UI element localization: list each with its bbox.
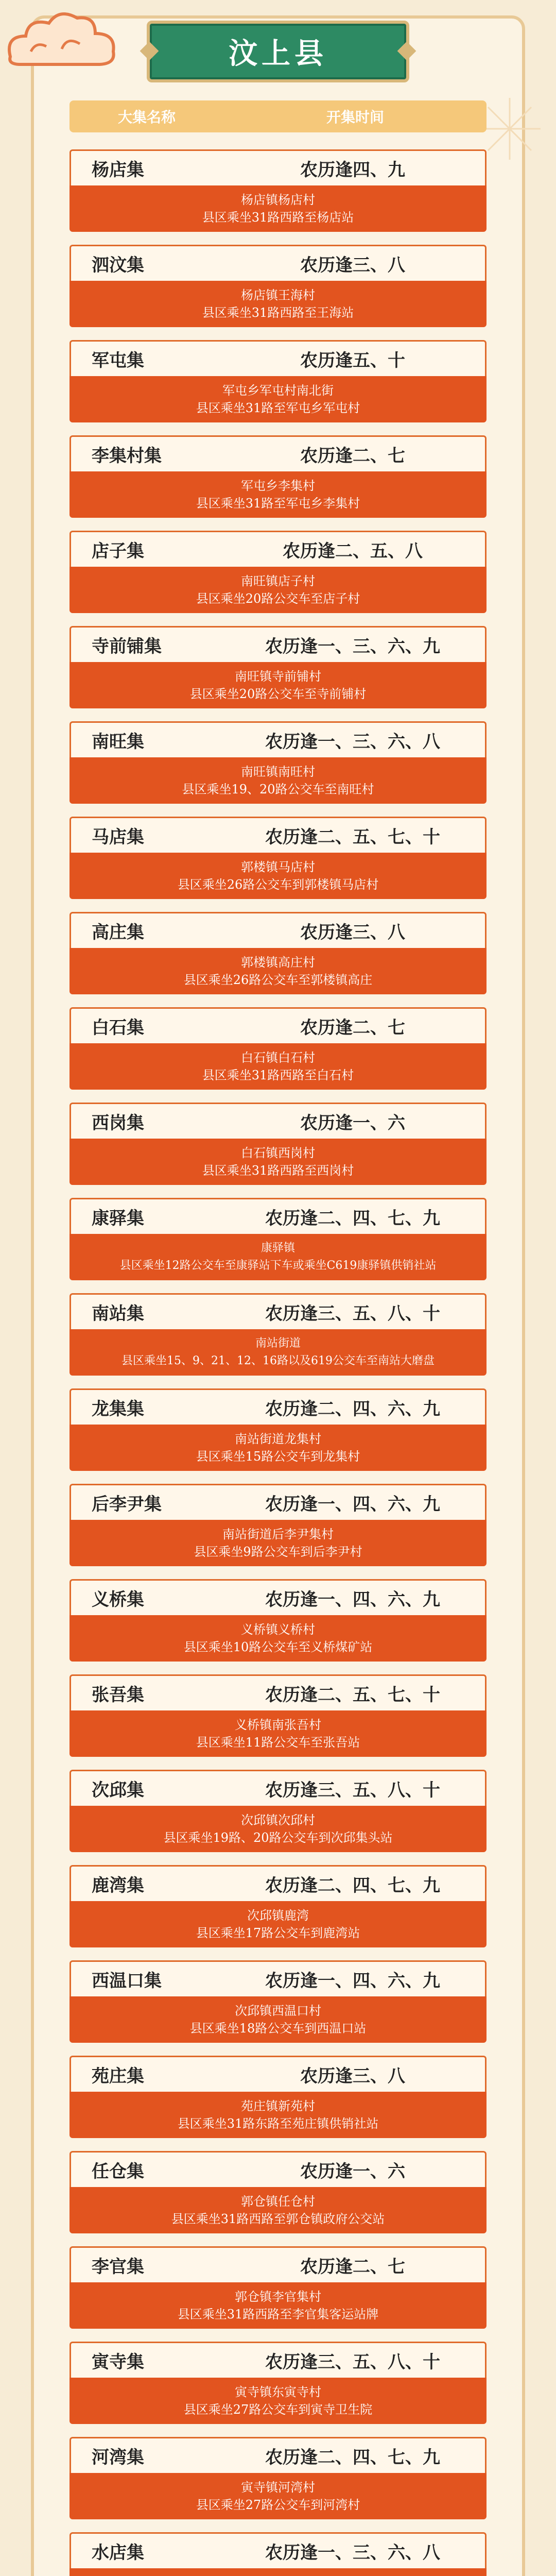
market-time: 农历逢三、八: [300, 2066, 405, 2087]
market-item: [70, 340, 486, 435]
market-location: 苑庄镇新苑村: [241, 2099, 315, 2113]
market-item: [70, 149, 486, 245]
market-route: 县区乘坐18路公交车到西温口站: [189, 2021, 367, 2036]
market-item: [70, 2437, 486, 2532]
market-detail: [70, 1615, 486, 1662]
market-detail: [70, 1710, 486, 1757]
market-time: 农历逢五、十: [300, 350, 405, 371]
market-item: [70, 435, 486, 531]
market-detail: [70, 2378, 486, 2424]
market-item: [70, 2532, 486, 2576]
market-item: [70, 1960, 486, 2056]
market-location: 南站街道后李尹集村: [222, 1527, 334, 1541]
market-name: 店子集: [92, 541, 144, 562]
market-name: 军屯集: [92, 350, 144, 371]
market-route: 县区乘坐20路公交车至店子村: [196, 591, 360, 606]
market-time: 农历逢三、八: [300, 922, 405, 943]
market-detail: [70, 1043, 486, 1090]
market-header-row: [70, 2246, 486, 2282]
market-item: [70, 1484, 486, 1579]
market-item: [70, 912, 486, 1007]
market-detail: [70, 1234, 486, 1280]
market-name: 寅寺集: [92, 2352, 144, 2372]
market-location: 郭仓镇李官集村: [235, 2290, 321, 2304]
market-time: 农历逢一、三、六、八: [265, 732, 440, 752]
market-location: 次邱镇西温口村: [235, 2004, 321, 2018]
market-time: 农历逢二、七: [300, 2257, 405, 2277]
market-location: 杨店镇王海村: [241, 288, 315, 302]
market-item: [70, 2342, 486, 2437]
market-header-row: [70, 1960, 486, 1996]
market-name: 高庄集: [92, 922, 144, 943]
market-detail: [70, 662, 486, 708]
market-detail: [70, 1520, 486, 1566]
market-route: 县区乘坐31路至军屯乡军屯村: [196, 401, 360, 415]
market-header-row: [70, 817, 486, 853]
market-location: 郭楼镇高庄村: [241, 955, 315, 970]
market-name: 李官集: [92, 2257, 144, 2277]
market-time: 农历逢三、五、八、十: [265, 1780, 440, 1801]
market-location: 次邱镇鹿湾: [247, 1908, 309, 1923]
market-name: 后李尹集: [92, 1494, 162, 1515]
market-detail: [70, 853, 486, 899]
market-name: 白石集: [92, 1018, 144, 1038]
market-time: 农历逢一、四、六、九: [265, 1494, 440, 1515]
market-time: 农历逢二、五、八: [283, 541, 423, 562]
market-item: [70, 1103, 486, 1198]
market-item: [70, 817, 486, 912]
market-detail: [70, 1806, 486, 1852]
market-name: 南站集: [92, 1303, 144, 1324]
market-time: 农历逢三、八: [300, 255, 405, 276]
market-time: 农历逢一、六: [300, 1113, 405, 1133]
market-route: 县区乘坐27路公交车到寅寺卫生院: [183, 2402, 373, 2417]
market-detail: [70, 1139, 486, 1185]
market-route: 县区乘坐15路公交车到龙集村: [196, 1449, 360, 1464]
market-detail: [70, 376, 486, 422]
market-item: [70, 1198, 486, 1293]
market-detail: [70, 2473, 486, 2519]
market-item: [70, 245, 486, 340]
header-market-name: 大集名称: [117, 109, 176, 126]
market-detail: [70, 2282, 486, 2329]
market-header-row: [70, 435, 486, 471]
market-name: 河湾集: [92, 2447, 144, 2468]
market-header-row: [70, 2151, 486, 2187]
market-header-row: [70, 912, 486, 948]
market-item: [70, 531, 486, 626]
market-name: 西岗集: [92, 1113, 144, 1133]
market-time: 农历逢一、四、六、九: [265, 1589, 440, 1610]
market-header-row: [70, 1674, 486, 1710]
market-time: 农历逢二、四、七、九: [265, 1208, 440, 1229]
market-header-row: [70, 626, 486, 662]
market-item: [70, 626, 486, 721]
market-route: 县区乘坐27路公交车到河湾村: [196, 2498, 360, 2512]
market-location: 寅寺镇河湾村: [241, 2480, 315, 2495]
market-location: 南站街道: [255, 1337, 301, 1350]
market-location: 南旺镇南旺村: [241, 765, 315, 779]
market-route: 县区乘坐31路西路至白石村: [202, 1068, 354, 1082]
market-route: 县区乘坐17路公交车到鹿湾站: [196, 1926, 360, 1940]
market-location: 郭楼镇马店村: [241, 860, 315, 874]
market-item: [70, 721, 486, 817]
market-route: 县区乘坐31路西路至西岗村: [202, 1163, 354, 1178]
market-time: 农历逢二、四、六、九: [265, 1399, 440, 1419]
market-item: [70, 2151, 486, 2246]
market-header-row: [70, 2437, 486, 2473]
market-header-row: [70, 531, 486, 567]
market-detail: [70, 757, 486, 804]
market-item: [70, 2246, 486, 2342]
market-name: 康驿集: [92, 1208, 144, 1229]
market-route: 县区乘坐26路公交车到郭楼镇马店村: [177, 877, 379, 892]
market-header-row: [70, 1293, 486, 1329]
market-route: 县区乘坐31路西路至王海站: [202, 306, 354, 320]
market-detail: [70, 1425, 486, 1471]
market-time: 农历逢三、五、八、十: [265, 1303, 440, 1324]
market-location: 义桥镇南张吾村: [235, 1718, 321, 1732]
market-location: 郭仓镇任仓村: [241, 2194, 315, 2209]
market-time: 农历逢二、四、七、九: [265, 1875, 440, 1896]
market-name: 马店集: [92, 827, 144, 848]
market-time: 农历逢一、三、六、九: [265, 636, 440, 657]
market-name: 苑庄集: [92, 2066, 144, 2087]
market-header-row: [70, 721, 486, 757]
market-time: 农历逢四、九: [300, 160, 405, 180]
market-route: 县区乘坐31路至军屯乡李集村: [196, 496, 360, 511]
market-location: 康驿镇: [260, 1242, 295, 1255]
market-name: 次邱集: [92, 1780, 144, 1801]
market-item: [70, 1770, 486, 1865]
market-route: 县区乘坐10路公交车至义桥煤矿站: [183, 1640, 373, 1654]
market-route: 县区乘坐31路东路至苑庄镇供销社站: [177, 2116, 379, 2131]
market-route: 县区乘坐31路西路至李官集客运站牌: [177, 2307, 379, 2321]
market-item: [70, 1579, 486, 1674]
market-item: [70, 1388, 486, 1484]
market-route: 县区乘坐15、9、21、12、16路以及619公交车至南站大磨盘: [121, 1354, 435, 1367]
market-header-row: [70, 1007, 486, 1043]
market-location: 寅寺镇东寅寺村: [235, 2385, 321, 2399]
market-name: 义桥集: [92, 1589, 144, 1610]
market-header-row: [70, 245, 486, 281]
market-name: 任仓集: [92, 2161, 144, 2182]
market-route: 县区乘坐19、20路公交车至南旺村: [182, 782, 374, 796]
market-header-row: [70, 1484, 486, 1520]
table-header: [70, 100, 486, 132]
market-detail: [70, 2187, 486, 2233]
market-location: 白石镇西岗村: [241, 1146, 315, 1160]
market-time: 农历逢一、四、六、九: [265, 1971, 440, 1991]
market-header-row: [70, 2056, 486, 2092]
market-name: 李集村集: [92, 446, 162, 466]
page-title: 汶上县: [229, 37, 327, 71]
market-location: 军屯乡李集村: [241, 479, 315, 493]
market-location: 南旺镇店子村: [241, 574, 315, 588]
market-item: [70, 1293, 486, 1388]
market-detail: [70, 185, 486, 232]
market-time: 农历逢二、七: [300, 1018, 405, 1038]
market-header-row: [70, 1770, 486, 1806]
market-name: 杨店集: [92, 160, 144, 180]
market-header-row: [70, 1579, 486, 1615]
market-name: 鹿湾集: [92, 1875, 144, 1896]
header-market-time: 开集时间: [326, 109, 384, 126]
market-name: 泗汶集: [92, 255, 144, 276]
market-route: 县区乘坐20路公交车至寺前铺村: [189, 687, 367, 701]
auspicious-cloud-icon: [0, 0, 134, 77]
market-route: 县区乘坐19路、20路公交车到次邱集头站: [163, 1831, 393, 1845]
market-route: 县区乘坐31路西路至杨店站: [202, 210, 354, 225]
market-header-row: [70, 1865, 486, 1901]
market-time: 农历逢二、五、七、十: [265, 1685, 440, 1705]
market-time: 农历逢三、五、八、十: [265, 2352, 440, 2372]
market-item: [70, 2056, 486, 2151]
market-time: 农历逢二、四、七、九: [265, 2447, 440, 2468]
market-name: 水店集: [92, 2543, 144, 2563]
market-location: 白石镇白石村: [241, 1050, 315, 1065]
market-detail: [70, 471, 486, 518]
market-list: [70, 149, 486, 2576]
market-item: [70, 1674, 486, 1770]
market-time: 农历逢一、三、六、八: [265, 2543, 440, 2563]
market-route: 县区乘坐26路公交车至郭楼镇高庄: [183, 973, 373, 987]
market-header-row: [70, 149, 486, 185]
market-detail: [70, 1901, 486, 1947]
market-location: 军屯乡军屯村南北街: [222, 383, 334, 398]
market-name: 龙集集: [92, 1399, 144, 1419]
market-detail: [70, 2092, 486, 2138]
market-location: 南旺镇寺前铺村: [235, 669, 321, 684]
market-name: 寺前铺集: [92, 636, 162, 657]
market-header-row: [70, 1388, 486, 1425]
market-location: 次邱镇次邱村: [241, 1813, 315, 1827]
market-header-row: [70, 2532, 486, 2568]
market-item: [70, 1865, 486, 1960]
market-detail: [70, 281, 486, 327]
market-route: 县区乘坐9路公交车到后李尹村: [194, 1545, 362, 1559]
market-location: 杨店镇杨店村: [241, 193, 315, 207]
market-route: 县区乘坐31路西路至郭仓镇政府公交站: [171, 2212, 385, 2226]
market-route: 县区乘坐11路公交车至张吾站: [196, 1735, 360, 1750]
market-detail: [70, 2568, 486, 2576]
market-location: 义桥镇义桥村: [241, 1622, 315, 1637]
market-name: 南旺集: [92, 732, 144, 752]
market-route: 县区乘坐12路公交车至康驿站下车或乘坐C619康驿镇供销社站: [119, 1259, 437, 1272]
market-header-row: [70, 2342, 486, 2378]
market-header-row: [70, 1198, 486, 1234]
market-name: 张吾集: [92, 1685, 144, 1705]
market-header-row: [70, 340, 486, 376]
market-name: 西温口集: [92, 1971, 162, 1991]
market-time: 农历逢一、六: [300, 2161, 405, 2182]
market-time: 农历逢二、五、七、十: [265, 827, 440, 848]
market-detail: [70, 948, 486, 994]
market-location: 南站街道龙集村: [235, 1432, 321, 1446]
market-detail: [70, 1329, 486, 1376]
market-item: [70, 1007, 486, 1103]
market-detail: [70, 567, 486, 613]
market-header-row: [70, 1103, 486, 1139]
market-time: 农历逢二、七: [300, 446, 405, 466]
title-banner: [147, 21, 409, 82]
market-detail: [70, 1996, 486, 2043]
market-location: [216, 2574, 340, 2576]
